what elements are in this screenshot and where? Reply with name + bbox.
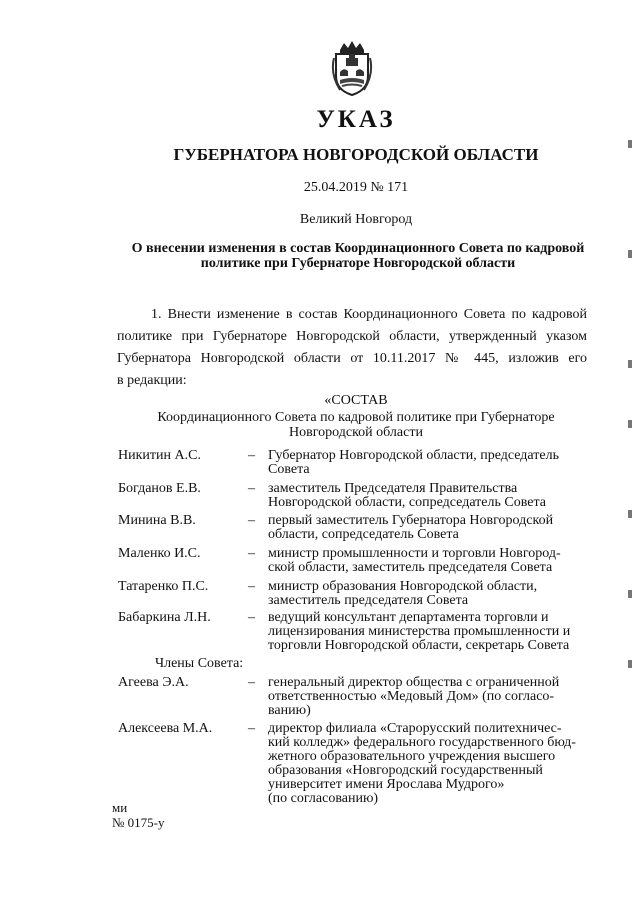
member-role (268, 547, 588, 575)
role-line: ванию) (268, 703, 311, 718)
paragraph-line: 1. Внести изменение в состав Координационного Совета по кадровой (151, 307, 587, 322)
member-role (268, 514, 588, 542)
dash-separator: – (248, 513, 255, 528)
member-name: Татаренко П.С. (118, 579, 209, 594)
member-name: Богданов Е.В. (118, 481, 201, 496)
member-name: Алексеева М.А. (118, 721, 213, 736)
role-line: ответственностью «Медовый Дом» (по согласо- (268, 689, 555, 704)
paragraph-line: политике при Губернаторе Новгородской области, утвержденный указом (117, 329, 587, 344)
role-line: области, сопредседатель Совета (268, 527, 459, 542)
member-role (268, 580, 588, 608)
member-role (268, 449, 588, 477)
member-role (268, 482, 588, 510)
role-line: заместитель председателя Совета (268, 593, 469, 608)
role-line: торговли Новгородской области, секретарь Совета (268, 638, 570, 653)
role-line: Совета (268, 462, 310, 477)
composition-heading: «СОСТАВ (324, 393, 388, 408)
member-name: Маленко И.С. (118, 546, 201, 561)
member-role (268, 722, 588, 806)
role-line: ведущий консультант департамента торговли и (268, 610, 549, 625)
member-name: Минина В.В. (118, 513, 196, 528)
role-line: лицензирования министерства промышленности и (268, 624, 571, 639)
document-subtitle: ГУБЕРНАТОРА НОВГОРОДСКОЙ ОБЛАСТИ (173, 145, 539, 164)
dash-separator: – (248, 721, 255, 736)
footer-doc-number: № 0175-у (112, 815, 165, 830)
role-line: Новгородской области, сопредседатель Совета (268, 495, 546, 510)
footer-initials: ми (112, 800, 128, 815)
dash-separator: – (248, 610, 255, 625)
role-line: университет имени Ярослава Мудрого» (268, 777, 505, 792)
role-line: ской области, заместитель председателя Совета (268, 560, 553, 575)
dash-separator: – (248, 546, 255, 561)
dash-separator: – (248, 579, 255, 594)
members-label: Члены Совета: (155, 656, 244, 671)
member-name: Никитин А.С. (118, 448, 201, 463)
role-line: жетного образовательного учреждения высшего (268, 749, 556, 764)
role-line: заместитель Председателя Правительства (268, 481, 518, 496)
member-name: Агеева Э.А. (118, 675, 189, 690)
coat-of-arms-emblem (330, 40, 374, 96)
member-role (268, 676, 588, 718)
role-line: образования «Новгородский государственный (268, 763, 543, 778)
role-line: министр промышленности и торговли Новгород- (268, 546, 561, 561)
document-subject (118, 241, 598, 271)
scan-margin-marks (628, 120, 634, 680)
paragraph-line: в редакции: (117, 373, 187, 388)
role-line: министр образования Новгородской области, (268, 579, 538, 594)
member-name: Бабаркина Л.Н. (118, 610, 211, 625)
role-line: Губернатор Новгородской области, председатель (268, 448, 559, 463)
main-paragraph (117, 304, 587, 392)
date-number: 25.04.2019 № 171 (303, 180, 409, 195)
city-name: Великий Новгород (299, 212, 413, 227)
composition-subtitle-line: Координационного Совета по кадровой политике при Губернаторе (157, 410, 555, 425)
document-footer (112, 800, 164, 830)
composition-subtitle-line: Новгородской области (289, 425, 423, 440)
dash-separator: – (248, 675, 255, 690)
document-title: УКАЗ (316, 106, 396, 133)
composition-subtitle (0, 410, 640, 440)
role-line: директор филиала «Старорусский политехничес- (268, 721, 562, 736)
dash-separator: – (248, 481, 255, 496)
paragraph-line: Губернатора Новгородской области от 10.11.2017 № 445, изложив его (117, 351, 587, 366)
role-line: первый заместитель Губернатора Новгородской (268, 513, 554, 528)
member-role (268, 611, 588, 653)
subject-line: О внесении изменения в состав Координационного Совета по кадровой (131, 241, 585, 256)
role-line: кий колледж» федерального государственного бюд- (268, 735, 576, 750)
dash-separator: – (248, 448, 255, 463)
role-line: генеральный директор общества с ограниченной (268, 675, 560, 690)
role-line: (по согласованию) (268, 791, 379, 806)
subject-line: политике при Губернаторе Новгородской области (200, 256, 516, 271)
